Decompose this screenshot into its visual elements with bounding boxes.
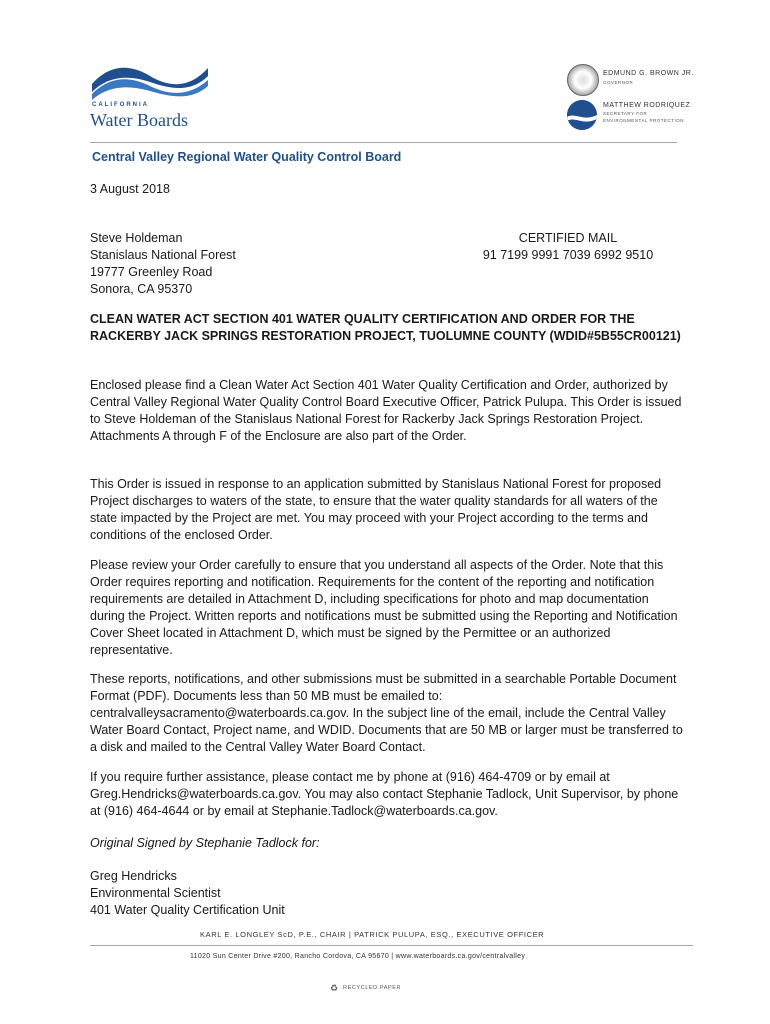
signed-note: Original Signed by Stephanie Tadlock for: xyxy=(90,836,320,850)
recycled-paper-label: RECYCLED PAPER xyxy=(343,985,402,991)
secretary-title-line2: ENVIRONMENTAL PROTECTION xyxy=(603,118,685,123)
signature-unit: 401 Water Quality Certification Unit xyxy=(90,903,285,917)
signature-block xyxy=(90,868,686,919)
letter-date: 3 August 2018 xyxy=(90,182,170,196)
governor-title: GOVERNOR xyxy=(603,80,634,85)
calepa-logo-icon xyxy=(567,100,597,130)
signature-name: Greg Hendricks xyxy=(90,869,177,883)
signature-title: Environmental Scientist xyxy=(90,886,221,900)
logo-california-text: CALIFORNIA xyxy=(92,102,149,108)
recipient-name: Steve Holdeman xyxy=(90,231,183,245)
recipient-street: 19777 Greenley Road xyxy=(90,265,213,279)
paragraph-issuance: This Order is issued in response to an application submitted by Stanislaus National Forest for proposed Project discharges to waters of the state, to ensure that the water quality standards for all waters of the state impacted by the Project are met. You may proceed with your Project according to the terms and conditions of the enclosed Order. xyxy=(90,477,662,542)
secretary-title-line1: SECRETARY FOR xyxy=(603,111,648,116)
governor-name: EDMUND G. BROWN JR. xyxy=(603,70,694,77)
recipient-org: Stanislaus National Forest xyxy=(90,248,236,262)
paragraph-review: Please review your Order carefully to ensure that you understand all aspects of the Order. Note that this Order requires reporting and notification. Requirements for the content of the reporting and notification requirements are detailed in Attachment D, including specifications for photo and map documentation during the Project. Written reports and notifications must be submitted using the Reporting and Notification Cover Sheet located in Attachment D, which must be signed by the Permittee or an authorized representative. xyxy=(90,558,678,657)
letter-subject: CLEAN WATER ACT SECTION 401 WATER QUALITY CERTIFICATION AND ORDER FOR THE RACKERBY JACK SPRINGS RESTORATION PROJECT, TUOLUMNE COUNTY (WDID#5B55CR00121) xyxy=(90,312,681,343)
footer-divider xyxy=(90,945,693,946)
paragraph-enclosure: Enclosed please find a Clean Water Act Section 401 Water Quality Certification and Order, authorized by Central Valley Regional Water Quality Control Board Executive Officer, Patrick Pulupa. This Order is issued to Steve Holdeman of the Stanislaus National Forest for Rackerby Jack Springs Restoration Project. Attachments A through F of the Enclosure are also part of the Order. xyxy=(90,378,682,443)
recipient-address xyxy=(90,230,370,298)
footer-address: 11020 Sun Center Drive #200, Rancho Cordova, CA 95670 | www.waterboards.ca.gov/centralvalley xyxy=(190,953,526,960)
header-divider xyxy=(90,142,677,143)
certified-mail-number: 91 7199 9991 7039 6992 9510 xyxy=(482,248,654,262)
certified-mail-label: CERTIFIED MAIL xyxy=(518,231,618,245)
paragraph-contact: If you require further assistance, please contact me by phone at (916) 464-4709 or by email at Greg.Hendricks@waterboards.ca.gov. You may also contact Stephanie Tadlock, Unit Supervisor, by phone at (916) 464-4644 or by email at Stephanie.Tadlock@waterboards.ca.gov. xyxy=(90,770,679,818)
state-seal-icon xyxy=(567,64,599,96)
secretary-name: MATTHEW RODRIQUEZ xyxy=(603,102,691,109)
footer-officers: KARL E. LONGLEY ScD, P.E., CHAIR | PATRICK PULUPA, ESQ., EXECUTIVE OFFICER xyxy=(200,930,545,939)
board-name: Central Valley Regional Water Quality Control Board xyxy=(92,150,402,164)
recycle-icon: ♻ xyxy=(330,983,339,993)
certified-mail-block xyxy=(448,230,688,264)
recipient-city: Sonora, CA 95370 xyxy=(90,282,193,296)
paragraph-submissions: These reports, notifications, and other submissions must be submitted in a searchable Portable Document Format (PDF). Documents less than 50 MB must be emailed to: centralvalleysacramento@waterboards.ca.gov. In the subject line of the email, include the Central Valley Water Board Contact, Project name, and WDID. Documents that are 50 MB or larger must be transferred to a disk and mailed to the Central Valley Water Board Contact. xyxy=(90,672,683,754)
logo-water-boards-text: Water Boards xyxy=(90,110,189,130)
